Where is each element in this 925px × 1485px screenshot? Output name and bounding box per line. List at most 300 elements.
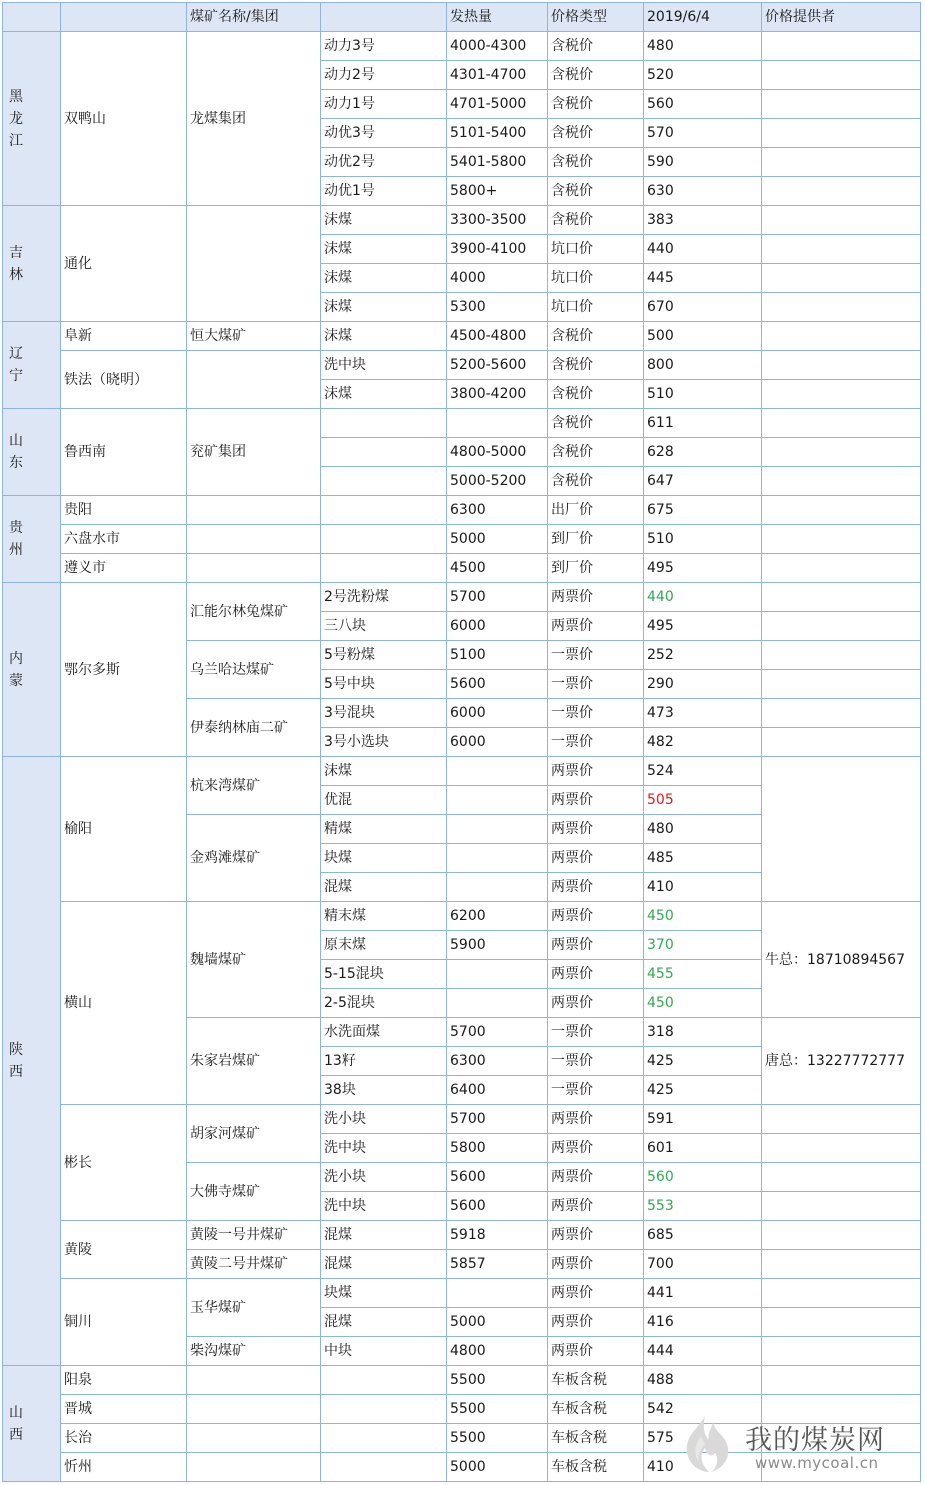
cell-mine-name: [187, 206, 321, 322]
cell-calorific-value: 4301-4700: [447, 61, 548, 90]
coal-price-table: [2, 2, 921, 1482]
cell-calorific-value: 5401-5800: [447, 148, 548, 177]
cell-price-provider: [762, 1105, 921, 1134]
cell-calorific-value: 3900-4100: [447, 235, 548, 264]
cell-price: 480: [644, 32, 762, 61]
cell-price-type: 含税价: [548, 119, 644, 148]
cell-calorific-value: 5800: [447, 1134, 548, 1163]
cell-price-provider: [762, 728, 921, 757]
cell-price: 500: [644, 322, 762, 351]
cell-product: [321, 525, 447, 554]
cell-mine-name: 恒大煤矿: [187, 322, 321, 351]
cell-price-provider: [762, 1279, 921, 1308]
cell-product: 沫煤: [321, 380, 447, 409]
cell-product: [321, 467, 447, 496]
cell-product: 混煤: [321, 1308, 447, 1337]
cell-price-type: 含税价: [548, 409, 644, 438]
cell-price-provider: [762, 438, 921, 467]
cell-calorific-value: 4500-4800: [447, 322, 548, 351]
header-row: [3, 3, 921, 32]
cell-product: 三八块: [321, 612, 447, 641]
cell-product: 沫煤: [321, 322, 447, 351]
cell-product: [321, 1453, 447, 1482]
cell-price-type: 一票价: [548, 1018, 644, 1047]
cell-mine-name: [187, 496, 321, 525]
flame-logo-icon: [675, 1412, 737, 1476]
table-row: [3, 1105, 921, 1134]
cell-mine-name: 魏墙煤矿: [187, 902, 321, 1018]
cell-price-provider: [762, 293, 921, 322]
cell-price: 485: [644, 844, 762, 873]
cell-price-provider: [762, 612, 921, 641]
cell-price-type: 两票价: [548, 1250, 644, 1279]
cell-price-provider: [762, 1134, 921, 1163]
cell-price: 410: [644, 1453, 762, 1482]
cell-calorific-value: 5700: [447, 1105, 548, 1134]
cell-price-type: 两票价: [548, 1163, 644, 1192]
cell-calorific-value: 6000: [447, 612, 548, 641]
cell-price-provider: [762, 235, 921, 264]
cell-calorific-value: 4500: [447, 554, 548, 583]
cell-calorific-value: [447, 409, 548, 438]
cell-calorific-value: 5300: [447, 293, 548, 322]
table-row: [3, 1366, 921, 1395]
cell-price: 252: [644, 641, 762, 670]
cell-price-type: 含税价: [548, 380, 644, 409]
cell-price-provider: [762, 1250, 921, 1279]
cell-province: 吉林: [3, 206, 61, 322]
table-row: [3, 902, 921, 931]
cell-region: 双鸭山: [61, 32, 187, 206]
cell-price: 560: [644, 90, 762, 119]
cell-price-provider: [762, 148, 921, 177]
cell-calorific-value: 5918: [447, 1221, 548, 1250]
cell-product: 沫煤: [321, 235, 447, 264]
cell-mine-name: [187, 1366, 321, 1395]
cell-product: 13籽: [321, 1047, 447, 1076]
cell-price-type: 两票价: [548, 612, 644, 641]
cell-price-provider: [762, 467, 921, 496]
cell-product: [321, 1424, 447, 1453]
cell-calorific-value: [447, 815, 548, 844]
cell-price: 560: [644, 1163, 762, 1192]
cell-price-type: 含税价: [548, 438, 644, 467]
cell-price-provider: [762, 1308, 921, 1337]
cell-calorific-value: 4701-5000: [447, 90, 548, 119]
cell-price-type: 出厂价: [548, 496, 644, 525]
cell-price-type: 两票价: [548, 786, 644, 815]
cell-region: 榆阳: [61, 757, 187, 902]
cell-price-type: 两票价: [548, 844, 644, 873]
cell-price-type: 一票价: [548, 670, 644, 699]
cell-price-type: 含税价: [548, 61, 644, 90]
header-product: [321, 3, 447, 32]
cell-calorific-value: 5000: [447, 1453, 548, 1482]
cell-mine-name: [187, 351, 321, 409]
cell-product: 动优3号: [321, 119, 447, 148]
cell-price-provider: [762, 322, 921, 351]
cell-region: 遵义市: [61, 554, 187, 583]
cell-price-type: 含税价: [548, 467, 644, 496]
cell-calorific-value: 5900: [447, 931, 548, 960]
cell-price-provider: [762, 206, 921, 235]
cell-price-provider: [762, 119, 921, 148]
cell-product: 动力1号: [321, 90, 447, 119]
cell-price: 383: [644, 206, 762, 235]
cell-mine-name: [187, 525, 321, 554]
cell-price-type: 两票价: [548, 1134, 644, 1163]
cell-calorific-value: [447, 757, 548, 786]
cell-product: 沫煤: [321, 293, 447, 322]
cell-mine-name: 柴沟煤矿: [187, 1337, 321, 1366]
cell-province: 黑龙江: [3, 32, 61, 206]
cell-price-type: 两票价: [548, 1308, 644, 1337]
cell-calorific-value: 3300-3500: [447, 206, 548, 235]
cell-mine-name: [187, 1453, 321, 1482]
cell-price-type: 含税价: [548, 351, 644, 380]
cell-calorific-value: 6300: [447, 496, 548, 525]
cell-region: 贵阳: [61, 496, 187, 525]
cell-price-type: 坑口价: [548, 264, 644, 293]
cell-calorific-value: 4000-4300: [447, 32, 548, 61]
cell-price-provider: [762, 583, 921, 612]
cell-calorific-value: 6200: [447, 902, 548, 931]
table-header: [3, 3, 921, 32]
cell-product: 精煤: [321, 815, 447, 844]
cell-product: 动优2号: [321, 148, 447, 177]
cell-price: 410: [644, 873, 762, 902]
cell-product: 沫煤: [321, 206, 447, 235]
cell-product: 动力3号: [321, 32, 447, 61]
cell-product: 沫煤: [321, 264, 447, 293]
cell-price: 290: [644, 670, 762, 699]
cell-price-type: 两票价: [548, 1192, 644, 1221]
cell-calorific-value: 5500: [447, 1366, 548, 1395]
cell-price: 450: [644, 902, 762, 931]
cell-price: 675: [644, 496, 762, 525]
cell-price-type: 一票价: [548, 1047, 644, 1076]
cell-province: 山西: [3, 1366, 61, 1482]
cell-price-type: 车板含税: [548, 1366, 644, 1395]
cell-product: 3号混块: [321, 699, 447, 728]
watermark-title: 我的煤炭网: [745, 1425, 885, 1456]
cell-product: 块煤: [321, 1279, 447, 1308]
cell-mine-name: 龙煤集团: [187, 32, 321, 206]
cell-product: 混煤: [321, 1221, 447, 1250]
cell-region: 横山: [61, 902, 187, 1105]
header-province: [3, 3, 61, 32]
cell-price: 425: [644, 1047, 762, 1076]
cell-region: 铁法（晓明）: [61, 351, 187, 409]
cell-product: 洗中块: [321, 1192, 447, 1221]
cell-price: 440: [644, 583, 762, 612]
cell-region: 阜新: [61, 322, 187, 351]
cell-price: 444: [644, 1337, 762, 1366]
cell-price-provider: [762, 177, 921, 206]
cell-price-type: 两票价: [548, 815, 644, 844]
cell-price-type: 一票价: [548, 641, 644, 670]
cell-price: 488: [644, 1366, 762, 1395]
cell-mine-name: 金鸡滩煤矿: [187, 815, 321, 902]
cell-calorific-value: 5600: [447, 670, 548, 699]
cell-price-type: 含税价: [548, 177, 644, 206]
cell-price: 495: [644, 554, 762, 583]
cell-product: 精末煤: [321, 902, 447, 931]
cell-mine-name: 黄陵一号井煤矿: [187, 1221, 321, 1250]
cell-price: 480: [644, 815, 762, 844]
cell-province: 辽宁: [3, 322, 61, 409]
cell-price-provider: [762, 1163, 921, 1192]
cell-calorific-value: 5600: [447, 1163, 548, 1192]
cell-mine-name: [187, 554, 321, 583]
cell-price: 575: [644, 1424, 762, 1453]
cell-price-type: 一票价: [548, 728, 644, 757]
cell-price: 601: [644, 1134, 762, 1163]
cell-product: 块煤: [321, 844, 447, 873]
table-row: [3, 1221, 921, 1250]
cell-calorific-value: 6300: [447, 1047, 548, 1076]
cell-price: 440: [644, 235, 762, 264]
cell-product: 优混: [321, 786, 447, 815]
cell-product: [321, 1395, 447, 1424]
cell-calorific-value: 5800+: [447, 177, 548, 206]
cell-price-type: 到厂价: [548, 554, 644, 583]
cell-price: 318: [644, 1018, 762, 1047]
cell-region: 彬长: [61, 1105, 187, 1221]
cell-price-provider: [762, 496, 921, 525]
cell-region: 忻州: [61, 1453, 187, 1482]
cell-province: 内蒙: [3, 583, 61, 757]
cell-product: 动优1号: [321, 177, 447, 206]
cell-price-type: 两票价: [548, 1105, 644, 1134]
cell-price-provider: [762, 670, 921, 699]
cell-product: 洗小块: [321, 1105, 447, 1134]
cell-price-type: 两票价: [548, 583, 644, 612]
header-price-provider: 价格提供者: [762, 3, 921, 32]
cell-product: 洗中块: [321, 1134, 447, 1163]
cell-calorific-value: 5000: [447, 525, 548, 554]
cell-region: 阳泉: [61, 1366, 187, 1395]
cell-price-provider: [762, 61, 921, 90]
cell-mine-name: 大佛寺煤矿: [187, 1163, 321, 1221]
cell-mine-name: 汇能尔林兔煤矿: [187, 583, 321, 641]
cell-price-provider: [762, 351, 921, 380]
cell-calorific-value: 5600: [447, 1192, 548, 1221]
cell-price-type: 两票价: [548, 960, 644, 989]
cell-price: 473: [644, 699, 762, 728]
cell-product: 洗小块: [321, 1163, 447, 1192]
cell-product: 5号中块: [321, 670, 447, 699]
cell-calorific-value: 5857: [447, 1250, 548, 1279]
table-row: [3, 496, 921, 525]
cell-price-type: 含税价: [548, 148, 644, 177]
cell-price: 524: [644, 757, 762, 786]
cell-mine-name: 杭来湾煤矿: [187, 757, 321, 815]
table-row: [3, 409, 921, 438]
cell-mine-name: 兖矿集团: [187, 409, 321, 496]
cell-price-provider: [762, 1366, 921, 1395]
cell-price: 441: [644, 1279, 762, 1308]
cell-price-provider: [762, 1221, 921, 1250]
cell-price: 553: [644, 1192, 762, 1221]
cell-product: [321, 409, 447, 438]
cell-calorific-value: 5000-5200: [447, 467, 548, 496]
table-row: [3, 525, 921, 554]
cell-product: 混煤: [321, 873, 447, 902]
cell-region: 六盘水市: [61, 525, 187, 554]
cell-calorific-value: [447, 989, 548, 1018]
cell-price: 416: [644, 1308, 762, 1337]
cell-price-provider: 唐总：13227772777: [762, 1018, 921, 1105]
table-row: [3, 351, 921, 380]
cell-price-provider: [762, 32, 921, 61]
cell-calorific-value: 4800: [447, 1337, 548, 1366]
table-row: [3, 32, 921, 61]
cell-calorific-value: 6400: [447, 1076, 548, 1105]
cell-price-provider: [762, 90, 921, 119]
cell-price-type: 车板含税: [548, 1424, 644, 1453]
cell-price-provider: [762, 1337, 921, 1366]
cell-calorific-value: 5500: [447, 1395, 548, 1424]
cell-price-type: 两票价: [548, 1337, 644, 1366]
cell-price-type: 两票价: [548, 873, 644, 902]
cell-province: 山东: [3, 409, 61, 496]
cell-price: 670: [644, 293, 762, 322]
header-region: [61, 3, 187, 32]
cell-price-provider: [762, 699, 921, 728]
mycoal-watermark: [675, 1412, 915, 1476]
header-calorific-value: 发热量: [447, 3, 548, 32]
cell-product: [321, 1366, 447, 1395]
cell-calorific-value: 3800-4200: [447, 380, 548, 409]
cell-product: 2-5混块: [321, 989, 447, 1018]
cell-price-provider: [762, 554, 921, 583]
table-row: [3, 583, 921, 612]
cell-product: [321, 554, 447, 583]
cell-price-type: 坑口价: [548, 293, 644, 322]
cell-price: 370: [644, 931, 762, 960]
cell-product: 混煤: [321, 1250, 447, 1279]
cell-price: 425: [644, 1076, 762, 1105]
cell-calorific-value: 5100: [447, 641, 548, 670]
cell-price: 510: [644, 525, 762, 554]
cell-region: 长治: [61, 1424, 187, 1453]
cell-price-provider: [762, 264, 921, 293]
cell-price-type: 车板含税: [548, 1395, 644, 1424]
cell-price-type: 两票价: [548, 757, 644, 786]
cell-price-provider: [762, 1192, 921, 1221]
cell-price: 590: [644, 148, 762, 177]
cell-price-provider: [762, 525, 921, 554]
cell-price-type: 两票价: [548, 1279, 644, 1308]
cell-price: 591: [644, 1105, 762, 1134]
cell-price: 800: [644, 351, 762, 380]
cell-price: 685: [644, 1221, 762, 1250]
cell-calorific-value: [447, 960, 548, 989]
cell-price-provider: 牛总：18710894567: [762, 902, 921, 1018]
table-row: [3, 1279, 921, 1308]
cell-calorific-value: [447, 844, 548, 873]
cell-region: 通化: [61, 206, 187, 322]
cell-product: 5-15混块: [321, 960, 447, 989]
cell-calorific-value: 4800-5000: [447, 438, 548, 467]
table-body: [3, 32, 921, 1482]
cell-calorific-value: 6000: [447, 699, 548, 728]
cell-price-type: 到厂价: [548, 525, 644, 554]
cell-price-type: 两票价: [548, 931, 644, 960]
cell-calorific-value: 5200-5600: [447, 351, 548, 380]
cell-calorific-value: [447, 786, 548, 815]
cell-price-type: 车板含税: [548, 1453, 644, 1482]
cell-product: 原末煤: [321, 931, 447, 960]
cell-mine-name: 朱家岩煤矿: [187, 1018, 321, 1105]
cell-price: 700: [644, 1250, 762, 1279]
cell-calorific-value: 6000: [447, 728, 548, 757]
cell-region: 鄂尔多斯: [61, 583, 187, 757]
cell-price: 495: [644, 612, 762, 641]
cell-region: 晋城: [61, 1395, 187, 1424]
cell-calorific-value: 5500: [447, 1424, 548, 1453]
cell-product: 38块: [321, 1076, 447, 1105]
cell-mine-name: 胡家河煤矿: [187, 1105, 321, 1163]
cell-price: 630: [644, 177, 762, 206]
cell-product: 水洗面煤: [321, 1018, 447, 1047]
cell-province: 陕西: [3, 757, 61, 1366]
cell-calorific-value: 5700: [447, 1018, 548, 1047]
cell-mine-name: 乌兰哈达煤矿: [187, 641, 321, 699]
cell-price: 647: [644, 467, 762, 496]
cell-mine-name: 黄陵二号井煤矿: [187, 1250, 321, 1279]
cell-price: 510: [644, 380, 762, 409]
table-row: [3, 757, 921, 786]
cell-product: 3号小选块: [321, 728, 447, 757]
cell-calorific-value: 5101-5400: [447, 119, 548, 148]
cell-price: 628: [644, 438, 762, 467]
cell-price: 455: [644, 960, 762, 989]
cell-price: 520: [644, 61, 762, 90]
cell-product: 动力2号: [321, 61, 447, 90]
cell-product: [321, 496, 447, 525]
cell-mine-name: 玉华煤矿: [187, 1279, 321, 1337]
cell-region: 铜川: [61, 1279, 187, 1366]
cell-price-type: 含税价: [548, 32, 644, 61]
cell-calorific-value: 5000: [447, 1308, 548, 1337]
cell-price-type: 一票价: [548, 1076, 644, 1105]
cell-price: 570: [644, 119, 762, 148]
cell-price-type: 含税价: [548, 90, 644, 119]
cell-region: 黄陵: [61, 1221, 187, 1279]
cell-product: 5号粉煤: [321, 641, 447, 670]
cell-price-type: 含税价: [548, 322, 644, 351]
table-row: [3, 554, 921, 583]
watermark-url: www.mycoal.cn: [755, 1454, 879, 1472]
cell-price-type: 坑口价: [548, 235, 644, 264]
cell-calorific-value: [447, 1279, 548, 1308]
cell-price: 482: [644, 728, 762, 757]
cell-product: 2号洗粉煤: [321, 583, 447, 612]
cell-calorific-value: 4000: [447, 264, 548, 293]
table-row: [3, 322, 921, 351]
cell-product: 洗中块: [321, 351, 447, 380]
cell-calorific-value: 5700: [447, 583, 548, 612]
cell-price-type: 两票价: [548, 1221, 644, 1250]
cell-mine-name: [187, 1395, 321, 1424]
cell-region: 鲁西南: [61, 409, 187, 496]
cell-price-type: 两票价: [548, 902, 644, 931]
cell-price-type: 一票价: [548, 699, 644, 728]
cell-product: 中块: [321, 1337, 447, 1366]
cell-mine-name: [187, 1424, 321, 1453]
